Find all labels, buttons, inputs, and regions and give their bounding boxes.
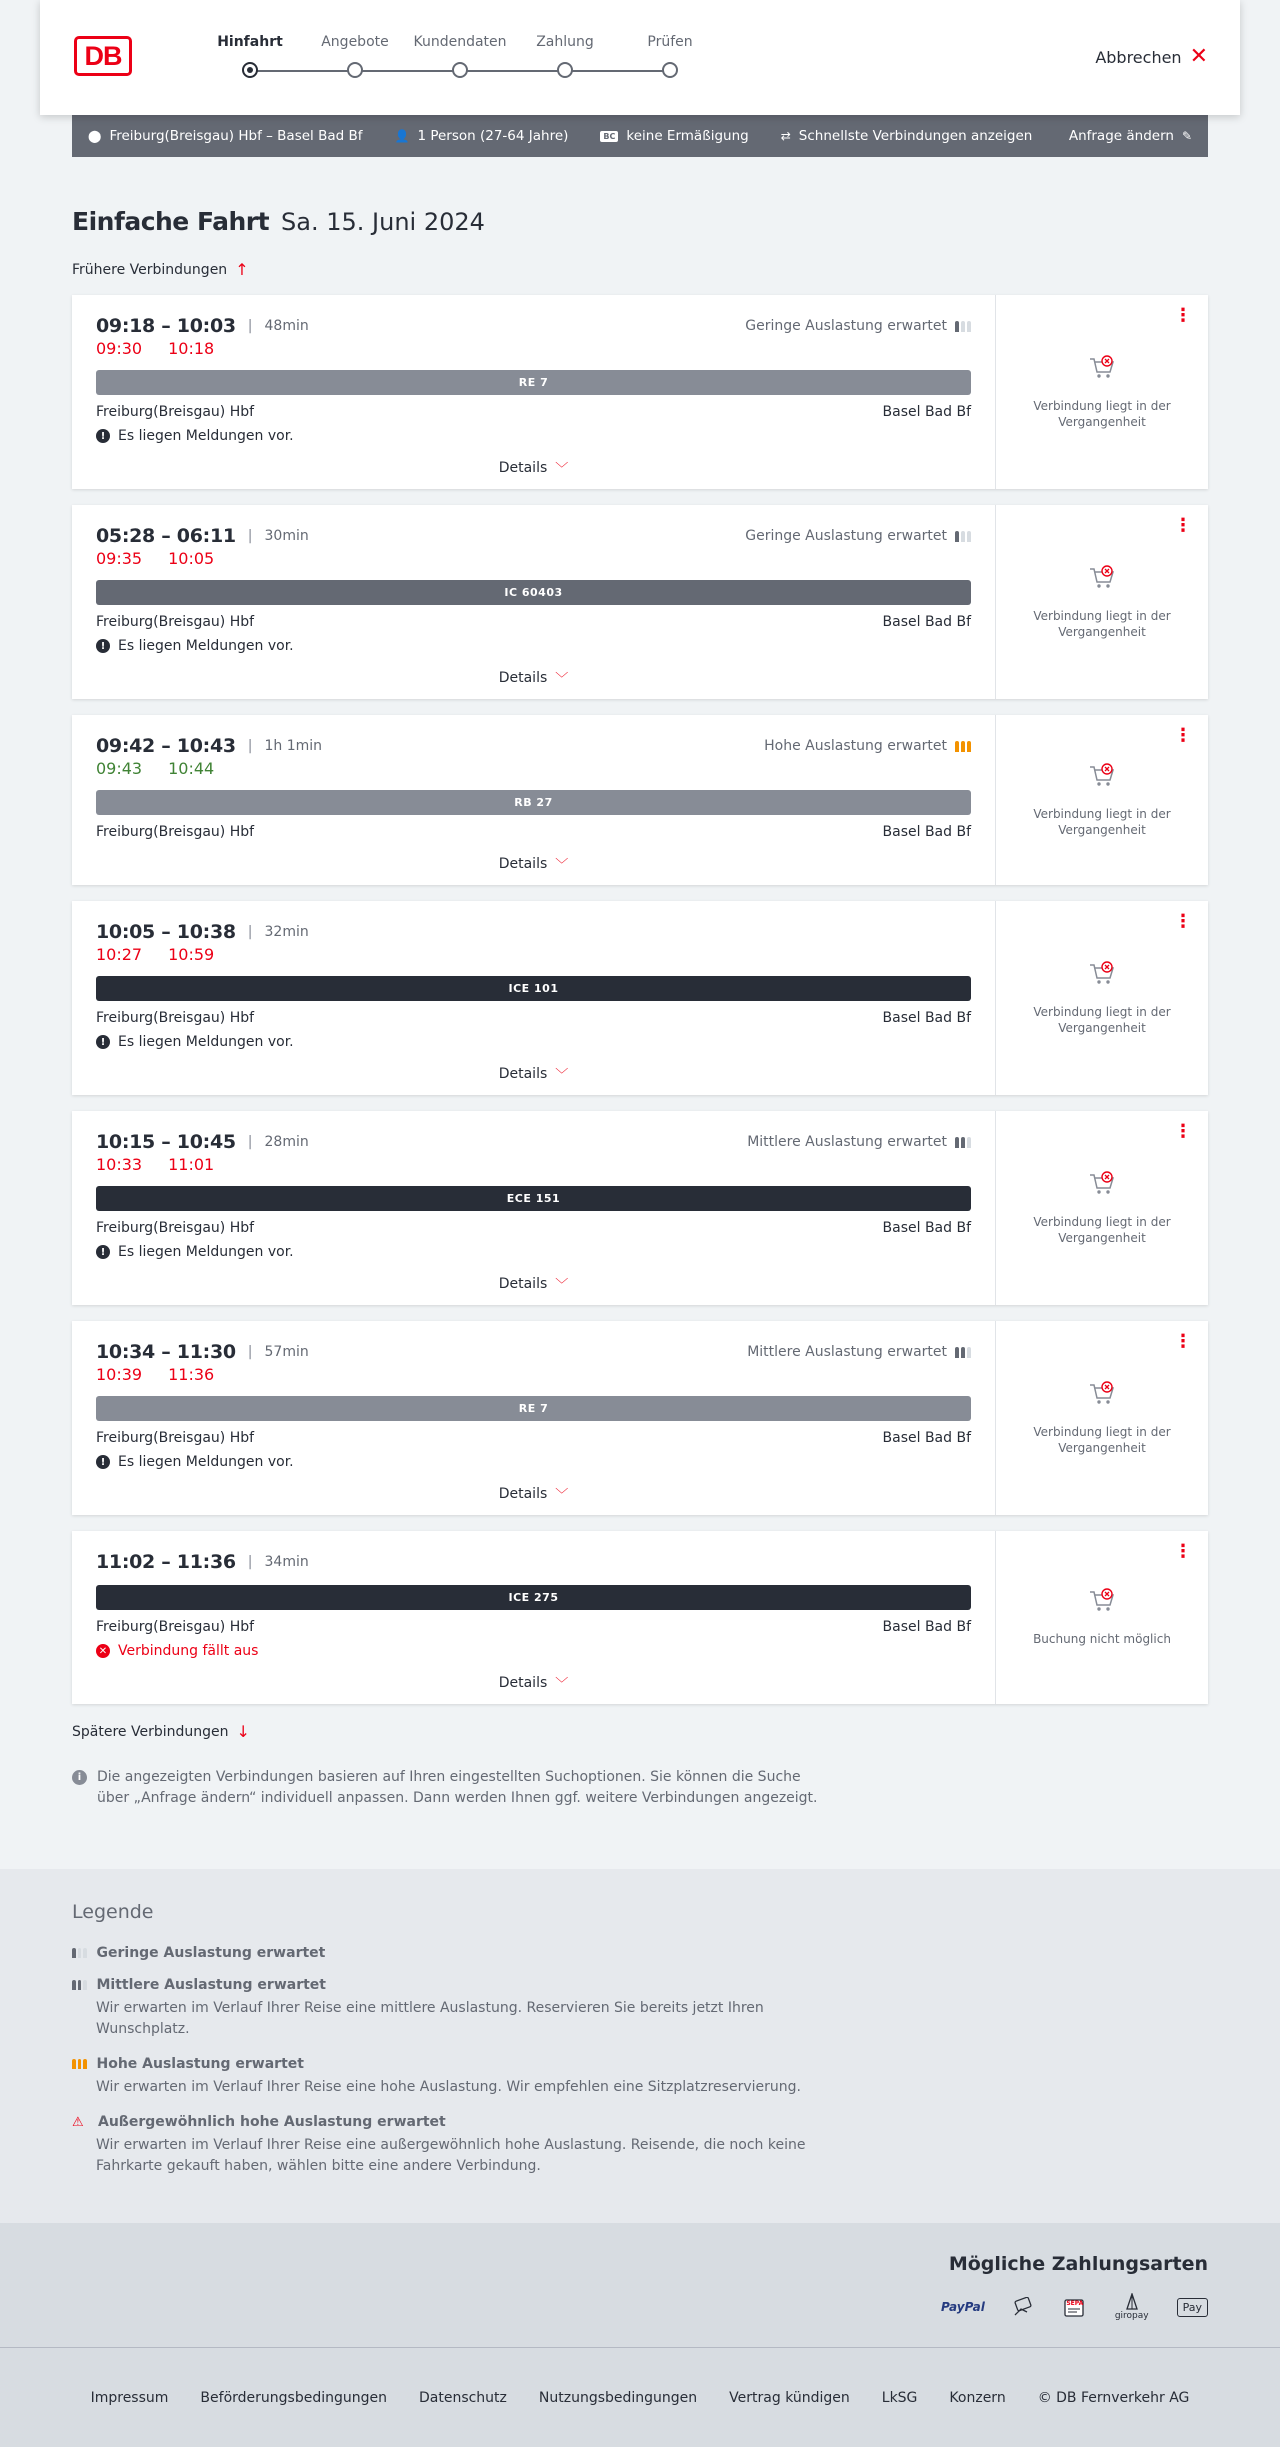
train-segment-bar[interactable]: RB 27	[96, 790, 971, 815]
payment-methods	[72, 2293, 1208, 2321]
booking-panel	[996, 1531, 1208, 1704]
service-message	[96, 428, 971, 444]
realtime-departure: 10:27	[96, 945, 143, 964]
message-text: Verbindung fällt aus	[118, 1643, 259, 1659]
occupancy-info	[745, 528, 971, 544]
step-label: Kundendaten	[413, 34, 507, 50]
legend-item-description: Wir erwarten im Verlauf Ihrer Reise eine hohe Auslastung. Wir empfehlen eine Sitzplatzreservierung.	[96, 2079, 801, 2095]
db-logo[interactable]: DB	[74, 36, 132, 76]
connection-card[interactable]	[72, 901, 1208, 1095]
payment-inner	[72, 2253, 1208, 2321]
cart-unavailable-icon	[1087, 762, 1117, 794]
step-zahlung	[515, 34, 615, 58]
planned-times: 09:42 – 10:43	[96, 735, 236, 757]
realtime-arrival: 11:36	[168, 1365, 215, 1384]
origin-station: Freiburg(Breisgau) Hbf	[96, 1220, 255, 1236]
planned-times: 05:28 – 06:11	[96, 525, 236, 547]
cart-unavailable-icon	[1087, 1170, 1117, 1202]
booking-panel	[996, 1111, 1208, 1305]
step-dot-current-icon	[242, 62, 258, 78]
separator: |	[247, 528, 253, 544]
chevron-down-icon: ﹀	[555, 672, 569, 687]
origin-station: Freiburg(Breisgau) Hbf	[96, 1430, 255, 1446]
realtime-times	[96, 945, 971, 964]
details-label: Details	[498, 459, 548, 476]
exclamation-circle-icon: !	[96, 1035, 110, 1049]
cart-unavailable-icon	[1087, 960, 1117, 992]
train-segment-bar[interactable]: IC 60403	[96, 580, 971, 605]
footer-link-vertrag-kuendigen[interactable]: Vertrag kündigen	[729, 2389, 850, 2406]
footer-link-impressum[interactable]: Impressum	[90, 2389, 169, 2406]
search-summary-bar	[72, 115, 1208, 157]
legend-item-head	[72, 2114, 1208, 2130]
cancel-button[interactable]	[1095, 46, 1208, 68]
realtime-times	[96, 759, 971, 778]
cancel-circle-icon: ✕	[96, 1644, 110, 1658]
payment-section	[0, 2223, 1280, 2347]
cart-unavailable-icon	[1087, 564, 1117, 596]
footer-link-lksg[interactable]: LkSG	[881, 2389, 918, 2406]
payment-title: Mögliche Zahlungsarten	[948, 2253, 1208, 2275]
details-label: Details	[498, 1065, 548, 1082]
booking-panel	[996, 1321, 1208, 1515]
realtime-times	[96, 549, 971, 568]
connection-header-row	[96, 735, 971, 757]
stations-row	[96, 614, 971, 630]
service-message	[96, 1454, 971, 1470]
discount-summary	[600, 128, 748, 144]
pencil-icon: ✎	[1181, 129, 1192, 143]
booking-status-text: Verbindung liegt in der Vergangenheit	[1033, 398, 1171, 429]
separator: |	[247, 738, 253, 754]
step-dot-icon	[347, 62, 363, 78]
chevron-down-icon: ﹀	[555, 462, 569, 477]
discount-text: keine Ermäßigung	[626, 128, 749, 144]
service-message	[96, 1244, 971, 1260]
origin-station: Freiburg(Breisgau) Hbf	[96, 1010, 255, 1026]
stations-row	[96, 1619, 971, 1635]
later-connections-label: Spätere Verbindungen	[72, 1723, 229, 1740]
paypal-icon: PayPal	[941, 2300, 985, 2314]
travel-duration: 30min	[264, 528, 309, 544]
realtime-arrival: 10:44	[168, 759, 215, 778]
realtime-departure: 10:39	[96, 1365, 143, 1384]
booking-panel	[996, 715, 1208, 885]
connection-details-panel	[72, 1321, 996, 1515]
legend-title: Legende	[72, 1901, 154, 1923]
service-message	[96, 638, 971, 654]
search-info-note	[72, 1767, 832, 1809]
step-pruefen	[620, 34, 720, 58]
step-dot-icon	[662, 62, 678, 78]
destination-station: Basel Bad Bf	[882, 824, 971, 840]
origin-station: Freiburg(Breisgau) Hbf	[96, 1619, 255, 1635]
more-options-icon[interactable]: ⋮	[1174, 1121, 1192, 1142]
legend-item	[72, 2114, 1208, 2177]
stations-row	[96, 824, 971, 840]
realtime-times	[96, 1365, 971, 1384]
connection-header-row	[96, 1341, 971, 1363]
planned-times: 09:18 – 10:03	[96, 315, 236, 337]
cancel-label: Abbrechen	[1095, 47, 1182, 67]
legend-item-label: Hohe Auslastung erwartet	[96, 2056, 304, 2072]
footer-link-datenschutz[interactable]: Datenschutz	[418, 2389, 507, 2406]
details-toggle-button[interactable]	[96, 1274, 971, 1293]
connection-card[interactable]	[72, 295, 1208, 489]
more-options-icon[interactable]: ⋮	[1174, 1331, 1192, 1352]
occupancy-level-icon	[955, 741, 971, 752]
booking-panel	[996, 295, 1208, 489]
destination-station: Basel Bad Bf	[882, 614, 971, 630]
more-options-icon[interactable]: ⋮	[1174, 305, 1192, 326]
connection-header-row	[96, 1551, 971, 1573]
cancellation-notice	[96, 1643, 971, 1659]
connection-card[interactable]	[72, 1531, 1208, 1704]
info-note-text: Die angezeigten Verbindungen basieren auf Ihren eingestellten Suchoptionen. Sie können die Suche über „Anfrage ändern“ individuell anpassen. Dann werden Ihnen ggf. weitere Verbindungen angezeigt.	[97, 1769, 818, 1806]
legend-item-head	[72, 1945, 1208, 1961]
stations-row	[96, 404, 971, 420]
apple-pay-label: Pay	[1182, 2300, 1202, 2314]
route-text: Freiburg(Breisgau) Hbf – Basel Bad Bf	[109, 128, 363, 144]
change-request-label: Anfrage ändern	[1068, 128, 1174, 144]
passenger-summary	[395, 128, 569, 144]
stations-row	[96, 1010, 971, 1026]
more-options-icon[interactable]: ⋮	[1174, 725, 1192, 746]
connection-header-row	[96, 315, 971, 337]
connection-details-panel	[72, 505, 996, 699]
legend-item-head	[72, 1977, 1208, 1993]
destination-station: Basel Bad Bf	[882, 1010, 971, 1026]
origin-station: Freiburg(Breisgau) Hbf	[96, 614, 255, 630]
legend-item	[72, 1977, 1208, 2040]
details-toggle-button[interactable]	[96, 854, 971, 873]
arrow-down-icon: ↓	[236, 1722, 250, 1741]
chevron-down-icon: ﹀	[555, 1068, 569, 1083]
origin-station: Freiburg(Breisgau) Hbf	[96, 404, 255, 420]
occupancy-label: Geringe Auslastung erwartet	[745, 318, 947, 334]
occupancy-level-icon	[955, 1347, 971, 1358]
more-options-icon[interactable]: ⋮	[1174, 911, 1192, 932]
realtime-departure: 09:43	[96, 759, 143, 778]
giropay-icon	[1115, 2293, 1149, 2321]
booking-status-text: Verbindung liegt in der Vergangenheit	[1033, 608, 1171, 639]
trip-type-title: Einfache Fahrt	[72, 207, 270, 236]
planned-times: 10:05 – 10:38	[96, 921, 236, 943]
travel-duration: 1h 1min	[264, 738, 323, 754]
details-label: Details	[498, 855, 548, 872]
details-toggle-button[interactable]	[96, 1484, 971, 1503]
booking-status-text: Verbindung liegt in der Vergangenheit	[1033, 1004, 1171, 1035]
train-segment-bar[interactable]: ICE 275	[96, 1585, 971, 1610]
destination-station: Basel Bad Bf	[882, 1619, 971, 1635]
swap-arrows-icon: ⇄	[780, 129, 791, 143]
travel-duration: 28min	[264, 1134, 309, 1150]
destination-station: Basel Bad Bf	[882, 404, 971, 420]
close-icon: ✕	[1189, 44, 1208, 69]
details-label: Details	[498, 1674, 548, 1691]
cart-unavailable-icon	[1087, 1380, 1117, 1412]
message-text: Es liegen Meldungen vor.	[118, 1034, 294, 1050]
details-label: Details	[498, 669, 548, 686]
occupancy-level-icon	[955, 1137, 971, 1148]
message-text: Es liegen Meldungen vor.	[118, 638, 294, 654]
legend-item-head	[72, 2056, 1208, 2072]
occupancy-info	[764, 738, 971, 754]
passenger-text: 1 Person (27-64 Jahre)	[417, 128, 569, 144]
footer	[0, 2347, 1280, 2447]
planned-times: 10:34 – 11:30	[96, 1341, 236, 1363]
booking-panel	[996, 901, 1208, 1095]
occupancy-label: Mittlere Auslastung erwartet	[747, 1344, 947, 1360]
step-hinfahrt[interactable]	[200, 34, 300, 58]
occupancy-exceptional-icon: ⚠	[72, 2114, 84, 2130]
separator: |	[247, 1344, 253, 1360]
occupancy-label: Geringe Auslastung erwartet	[745, 528, 947, 544]
chevron-down-icon: ﹀	[555, 858, 569, 873]
occupancy-label: Hohe Auslastung erwartet	[764, 738, 947, 754]
step-kundendaten	[410, 34, 510, 58]
footer-link-nutzungsbedingungen[interactable]: Nutzungsbedingungen	[538, 2389, 698, 2406]
connection-card[interactable]	[72, 505, 1208, 699]
realtime-arrival: 10:05	[168, 549, 215, 568]
step-dot-icon	[452, 62, 468, 78]
legend-inner	[72, 1901, 1208, 2177]
connection-details-panel	[72, 1111, 996, 1305]
apple-pay-icon	[1177, 2298, 1208, 2317]
connection-header-row	[96, 921, 971, 943]
footer-link-konzern[interactable]: Konzern	[949, 2389, 1006, 2406]
route-summary	[88, 128, 363, 144]
message-text: Es liegen Meldungen vor.	[118, 1454, 294, 1470]
realtime-times	[96, 1155, 971, 1174]
connection-card[interactable]	[72, 1111, 1208, 1305]
occupancy-level-icon	[72, 1980, 87, 1990]
connection-details-panel	[72, 715, 996, 885]
realtime-arrival: 10:59	[168, 945, 215, 964]
chevron-down-icon: ﹀	[555, 1677, 569, 1692]
details-toggle-button[interactable]	[96, 1673, 971, 1692]
footer-link-befoerderungsbedingungen[interactable]: Beförderungsbedingungen	[200, 2389, 387, 2406]
destination-station: Basel Bad Bf	[882, 1430, 971, 1446]
person-icon: 👤	[394, 129, 410, 143]
exclamation-circle-icon: !	[96, 1455, 110, 1469]
occupancy-level-icon	[72, 2059, 87, 2069]
occupancy-info	[747, 1344, 971, 1360]
occupancy-level-icon	[955, 531, 971, 542]
booking-status-text: Verbindung liegt in der Vergangenheit	[1033, 1214, 1171, 1245]
connection-details-panel	[72, 1531, 996, 1704]
booking-panel	[996, 505, 1208, 699]
exclamation-circle-icon: !	[96, 1245, 110, 1259]
cart-unavailable-icon	[1087, 1587, 1117, 1619]
realtime-arrival: 11:01	[168, 1155, 215, 1174]
search-option-summary	[781, 128, 1033, 144]
separator: |	[247, 924, 253, 940]
sepa-label: SEPA	[1066, 2299, 1084, 2307]
planned-times: 10:15 – 10:45	[96, 1131, 236, 1153]
exclamation-circle-icon: !	[96, 639, 110, 653]
bahncard-icon: BC	[600, 131, 618, 142]
realtime-arrival: 10:18	[168, 339, 215, 358]
stations-row	[96, 1220, 971, 1236]
travel-duration: 48min	[264, 318, 309, 334]
details-label: Details	[498, 1275, 548, 1292]
train-segment-bar[interactable]: RE 7	[96, 1396, 971, 1421]
occupancy-info	[745, 318, 971, 334]
later-connections-button[interactable]	[72, 1722, 1208, 1741]
more-options-icon[interactable]: ⋮	[1174, 1541, 1192, 1562]
change-request-button[interactable]	[1069, 128, 1192, 144]
connection-list	[72, 295, 1208, 1704]
earlier-connections-button[interactable]	[72, 260, 1208, 279]
legend-item-label: Außergewöhnlich hohe Auslastung erwartet	[98, 2114, 446, 2130]
planned-times: 11:02 – 11:36	[96, 1551, 236, 1573]
step-label: Prüfen	[647, 34, 693, 50]
trip-date: Sa. 15. Juni 2024	[281, 208, 485, 236]
destination-station: Basel Bad Bf	[882, 1220, 971, 1236]
origin-station: Freiburg(Breisgau) Hbf	[96, 824, 255, 840]
train-segment-bar[interactable]: ECE 151	[96, 1186, 971, 1211]
occupancy-level-icon	[72, 1948, 87, 1958]
exclamation-circle-icon: !	[96, 429, 110, 443]
details-label: Details	[498, 1485, 548, 1502]
occupancy-label: Mittlere Auslastung erwartet	[747, 1134, 947, 1150]
more-options-icon[interactable]: ⋮	[1174, 515, 1192, 536]
connection-card[interactable]	[72, 1321, 1208, 1515]
location-pin-icon: ⬤	[88, 129, 102, 143]
booking-status-text: Verbindung liegt in der Vergangenheit	[1033, 806, 1171, 837]
legend-item-label: Geringe Auslastung erwartet	[96, 1945, 326, 1961]
connection-details-panel	[72, 901, 996, 1095]
sepa-direct-debit-icon	[1063, 2297, 1087, 2318]
credit-card-hand-icon	[1013, 2297, 1035, 2317]
separator: |	[247, 318, 253, 334]
booking-status-text: Verbindung liegt in der Vergangenheit	[1033, 1424, 1171, 1455]
legend-section	[0, 1869, 1280, 2223]
page-title	[72, 207, 1208, 236]
train-segment-bar[interactable]: RE 7	[96, 370, 971, 395]
occupancy-info	[747, 1134, 971, 1150]
info-icon: i	[72, 1770, 87, 1785]
booking-status-text: Buchung nicht möglich	[1033, 1632, 1171, 1647]
separator: |	[247, 1134, 253, 1150]
legend-item-description: Wir erwarten im Verlauf Ihrer Reise eine mittlere Auslastung. Reservieren Sie bereits jetzt Ihren Wunschplatz.	[96, 2000, 764, 2037]
connection-header-row	[96, 1131, 971, 1153]
search-option-text: Schnellste Verbindungen anzeigen	[798, 128, 1033, 144]
cart-unavailable-icon	[1087, 354, 1117, 386]
details-toggle-button[interactable]	[96, 668, 971, 687]
step-dot-icon	[557, 62, 573, 78]
earlier-connections-label: Frühere Verbindungen	[72, 261, 228, 278]
legend-list	[72, 1945, 1208, 2177]
realtime-times	[96, 339, 971, 358]
travel-duration: 57min	[264, 1344, 309, 1360]
separator: |	[247, 1554, 253, 1570]
connection-details-panel	[72, 295, 996, 489]
chevron-down-icon: ﹀	[555, 1488, 569, 1503]
footer-copyright: © DB Fernverkehr AG	[1037, 2389, 1190, 2406]
connection-header-row	[96, 525, 971, 547]
connection-card[interactable]	[72, 715, 1208, 885]
chevron-down-icon: ﹀	[555, 1278, 569, 1293]
giropay-label: giropay	[1114, 2311, 1149, 2321]
details-toggle-button[interactable]	[96, 1064, 971, 1083]
train-segment-bar[interactable]: ICE 101	[96, 976, 971, 1001]
step-label: Zahlung	[536, 34, 594, 50]
legend-item-description: Wir erwarten im Verlauf Ihrer Reise eine außergewöhnlich hohe Auslastung. Reisende, die noch keine Fahrkarte gekauft haben, wählen bitte eine andere Verbindung.	[96, 2137, 806, 2174]
travel-duration: 32min	[264, 924, 309, 940]
step-label: Angebote	[321, 34, 389, 50]
main-content	[72, 157, 1208, 1809]
header	[40, 0, 1240, 115]
details-toggle-button[interactable]	[96, 458, 971, 477]
arrow-up-icon: ↑	[235, 260, 249, 279]
step-label: Hinfahrt	[217, 34, 283, 50]
service-message	[96, 1034, 971, 1050]
realtime-departure: 09:35	[96, 549, 143, 568]
realtime-departure: 10:33	[96, 1155, 143, 1174]
realtime-departure: 09:30	[96, 339, 143, 358]
legend-item	[72, 1945, 1208, 1961]
legend-item	[72, 2056, 1208, 2098]
travel-duration: 34min	[264, 1554, 309, 1570]
legend-item-label: Mittlere Auslastung erwartet	[96, 1977, 326, 1993]
booking-stepper	[210, 34, 710, 84]
occupancy-level-icon	[955, 321, 971, 332]
message-text: Es liegen Meldungen vor.	[118, 1244, 294, 1260]
stations-row	[96, 1430, 971, 1446]
message-text: Es liegen Meldungen vor.	[118, 428, 294, 444]
step-angebote	[305, 34, 405, 58]
